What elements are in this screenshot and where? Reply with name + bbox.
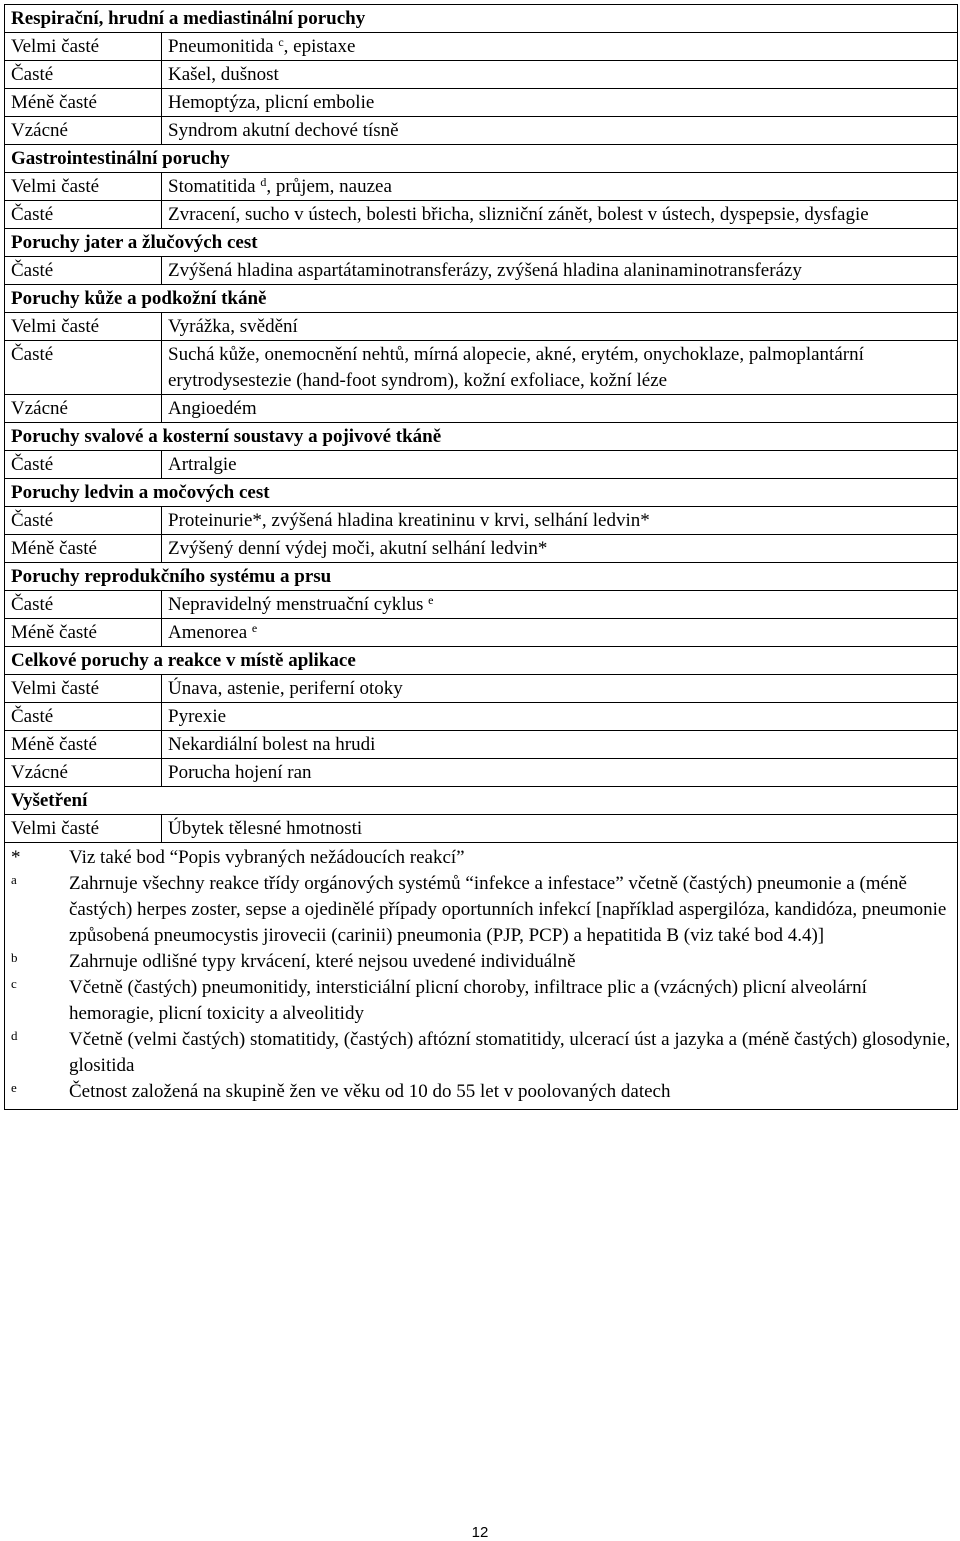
reaction-cell bbox=[162, 815, 958, 843]
reaction-cell bbox=[162, 591, 958, 619]
footnote bbox=[11, 871, 951, 949]
section-header-row bbox=[5, 479, 958, 507]
frequency-cell: Časté bbox=[5, 591, 162, 619]
frequency-cell: Velmi časté bbox=[5, 33, 162, 61]
reaction-text: Nekardiální bolest na hrudi bbox=[168, 734, 376, 755]
footnote-marker: d bbox=[11, 1028, 18, 1043]
frequency-cell: Méně časté bbox=[5, 535, 162, 563]
table-row bbox=[5, 395, 958, 423]
footnote-text: Včetně (častých) pneumonitidy, intersticiální plicní choroby, infiltrace plic a (vzácných) plicní alveolární hemoragie, plicní toxicity a alveolitidy bbox=[69, 977, 867, 1024]
footnote bbox=[11, 845, 951, 871]
section-title: Poruchy ledvin a močových cest bbox=[5, 479, 958, 507]
frequency-cell: Vzácné bbox=[5, 117, 162, 145]
footnote-marker: c bbox=[11, 976, 17, 991]
reaction-text: Artralgie bbox=[168, 454, 237, 475]
reaction-text: Pyrexie bbox=[168, 706, 227, 727]
frequency-cell: Vzácné bbox=[5, 759, 162, 787]
table-row bbox=[5, 675, 958, 703]
footnote bbox=[11, 949, 951, 975]
section-header-row bbox=[5, 563, 958, 591]
frequency-cell: Časté bbox=[5, 201, 162, 229]
footnote bbox=[11, 1027, 951, 1079]
section-title: Gastrointestinální poruchy bbox=[5, 145, 958, 173]
section-title: Celkové poruchy a reakce v místě aplikace bbox=[5, 647, 958, 675]
reaction-text: Zvracení, sucho v ústech, bolesti břicha, slizniční zánět, bolest v ústech, dyspepsie, dysfagie bbox=[168, 204, 869, 225]
frequency-cell: Časté bbox=[5, 703, 162, 731]
table-row bbox=[5, 591, 958, 619]
adverse-reactions-table bbox=[4, 4, 958, 1110]
frequency-cell: Méně časté bbox=[5, 731, 162, 759]
reaction-cell bbox=[162, 201, 958, 229]
table-row bbox=[5, 173, 958, 201]
reaction-text: Kašel, dušnost bbox=[168, 64, 279, 85]
section-title: Poruchy svalové a kosterní soustavy a pojivové tkáně bbox=[5, 423, 958, 451]
table-row bbox=[5, 117, 958, 145]
reaction-cell bbox=[162, 173, 958, 201]
table-row bbox=[5, 731, 958, 759]
reaction-text: Porucha hojení ran bbox=[168, 762, 312, 783]
reaction-cell bbox=[162, 507, 958, 535]
reaction-cell bbox=[162, 341, 958, 395]
table-row bbox=[5, 89, 958, 117]
reaction-cell bbox=[162, 675, 958, 703]
reaction-text-tail: , epistaxe bbox=[283, 36, 356, 57]
reaction-cell bbox=[162, 117, 958, 145]
reaction-cell bbox=[162, 61, 958, 89]
reaction-text: Únava, astenie, periferní otoky bbox=[168, 678, 403, 699]
footnote-reference: c bbox=[278, 35, 284, 49]
table-body bbox=[5, 5, 958, 1110]
reaction-cell bbox=[162, 703, 958, 731]
frequency-cell: Časté bbox=[5, 341, 162, 395]
section-header-row bbox=[5, 647, 958, 675]
reaction-text-tail: , průjem, nauzea bbox=[266, 176, 392, 197]
section-title: Vyšetření bbox=[5, 787, 958, 815]
reaction-text: Vyrážka, svědění bbox=[168, 316, 298, 337]
footnotes-cell bbox=[5, 843, 958, 1110]
frequency-cell: Velmi časté bbox=[5, 675, 162, 703]
footnote-reference: e bbox=[251, 621, 258, 635]
footnote-text: Viz také bod “Popis vybraných nežádoucích reakcí” bbox=[69, 847, 465, 868]
reaction-cell bbox=[162, 395, 958, 423]
footnote-reference: e bbox=[428, 593, 434, 607]
section-title: Poruchy kůže a podkožní tkáně bbox=[5, 285, 958, 313]
reaction-cell bbox=[162, 89, 958, 117]
footnote bbox=[11, 975, 951, 1027]
table-row bbox=[5, 507, 958, 535]
footnote-marker: e bbox=[11, 1080, 17, 1095]
page-number: 12 bbox=[471, 1524, 489, 1541]
section-header-row bbox=[5, 229, 958, 257]
frequency-cell: Velmi časté bbox=[5, 173, 162, 201]
table-row bbox=[5, 313, 958, 341]
table-row bbox=[5, 201, 958, 229]
footnote-text: Včetně (velmi častých) stomatitidy, (častých) aftózní stomatitidy, ulcerací úst a jazyka a (méně častých) glosodynie, glositida bbox=[69, 1029, 951, 1076]
frequency-cell: Méně časté bbox=[5, 619, 162, 647]
frequency-cell: Velmi časté bbox=[5, 313, 162, 341]
table-row bbox=[5, 257, 958, 285]
reaction-text: Angioedém bbox=[168, 398, 257, 419]
section-header-row bbox=[5, 145, 958, 173]
section-title: Respirační, hrudní a mediastinální poruchy bbox=[5, 5, 958, 33]
reaction-text: Pneumonitida bbox=[168, 36, 274, 57]
section-header-row bbox=[5, 787, 958, 815]
reaction-text: Úbytek tělesné hmotnosti bbox=[168, 818, 363, 839]
section-header-row bbox=[5, 5, 958, 33]
frequency-cell: Vzácné bbox=[5, 395, 162, 423]
frequency-cell: Časté bbox=[5, 507, 162, 535]
reaction-cell bbox=[162, 619, 958, 647]
reaction-cell bbox=[162, 451, 958, 479]
reaction-cell bbox=[162, 759, 958, 787]
table-row bbox=[5, 61, 958, 89]
table-row bbox=[5, 619, 958, 647]
footnote-reference: d bbox=[260, 175, 267, 189]
reaction-text: Stomatitida bbox=[168, 176, 256, 197]
reaction-cell bbox=[162, 33, 958, 61]
reaction-text: Zvýšený denní výdej moči, akutní selhání ledvin* bbox=[168, 538, 548, 559]
reaction-cell bbox=[162, 535, 958, 563]
footnote bbox=[11, 1079, 951, 1105]
reaction-cell bbox=[162, 257, 958, 285]
footnote-text: Četnost založená na skupině žen ve věku od 10 do 55 let v poolovaných datech bbox=[69, 1081, 671, 1102]
footnote-marker: * bbox=[11, 847, 21, 868]
reaction-text: Proteinurie*, zvýšená hladina kreatininu v krvi, selhání ledvin* bbox=[168, 510, 650, 531]
frequency-cell: Méně časté bbox=[5, 89, 162, 117]
reaction-text: Syndrom akutní dechové tísně bbox=[168, 120, 399, 141]
footnote-marker: b bbox=[11, 950, 18, 965]
footnote-text: Zahrnuje odlišné typy krvácení, které nejsou uvedené individuálně bbox=[69, 951, 576, 972]
table-row bbox=[5, 703, 958, 731]
footnote-marker: a bbox=[11, 872, 17, 887]
table-row bbox=[5, 451, 958, 479]
section-header-row bbox=[5, 423, 958, 451]
reaction-text: Suchá kůže, onemocnění nehtů, mírná alopecie, akné, erytém, onychoklaze, palmoplantární erytrodysestezie (hand-foot syndrom), kožní exfoliace, kožní léze bbox=[168, 344, 864, 391]
section-header-row bbox=[5, 285, 958, 313]
reaction-cell bbox=[162, 731, 958, 759]
footnote-text: Zahrnuje všechny reakce třídy orgánových systémů “infekce a infestace” včetně (častých) pneumonie a (méně častých) herpes zoster, sepse a ojedinělé případy oportunních infekcí [například aspergilóza, kandidóza, pneumonie způsobená pneumocystis jirovecii (carinii) pneumonia (PJP, PCP) a hepatitida B (viz také bod 4.4)] bbox=[69, 873, 947, 946]
frequency-cell: Časté bbox=[5, 257, 162, 285]
table-row bbox=[5, 535, 958, 563]
table-row bbox=[5, 341, 958, 395]
reaction-text: Nepravidelný menstruační cyklus bbox=[168, 594, 424, 615]
section-title: Poruchy reprodukčního systému a prsu bbox=[5, 563, 958, 591]
table-row bbox=[5, 815, 958, 843]
reaction-text: Amenorea bbox=[168, 622, 248, 643]
frequency-cell: Časté bbox=[5, 451, 162, 479]
frequency-cell: Časté bbox=[5, 61, 162, 89]
reaction-cell bbox=[162, 313, 958, 341]
reaction-text: Zvýšená hladina aspartátaminotransferázy, zvýšená hladina alaninaminotransferázy bbox=[168, 260, 802, 281]
reaction-text: Hemoptýza, plicní embolie bbox=[168, 92, 375, 113]
table-row bbox=[5, 759, 958, 787]
table-row bbox=[5, 33, 958, 61]
section-title: Poruchy jater a žlučových cest bbox=[5, 229, 958, 257]
footnotes-row bbox=[5, 843, 958, 1110]
frequency-cell: Velmi časté bbox=[5, 815, 162, 843]
